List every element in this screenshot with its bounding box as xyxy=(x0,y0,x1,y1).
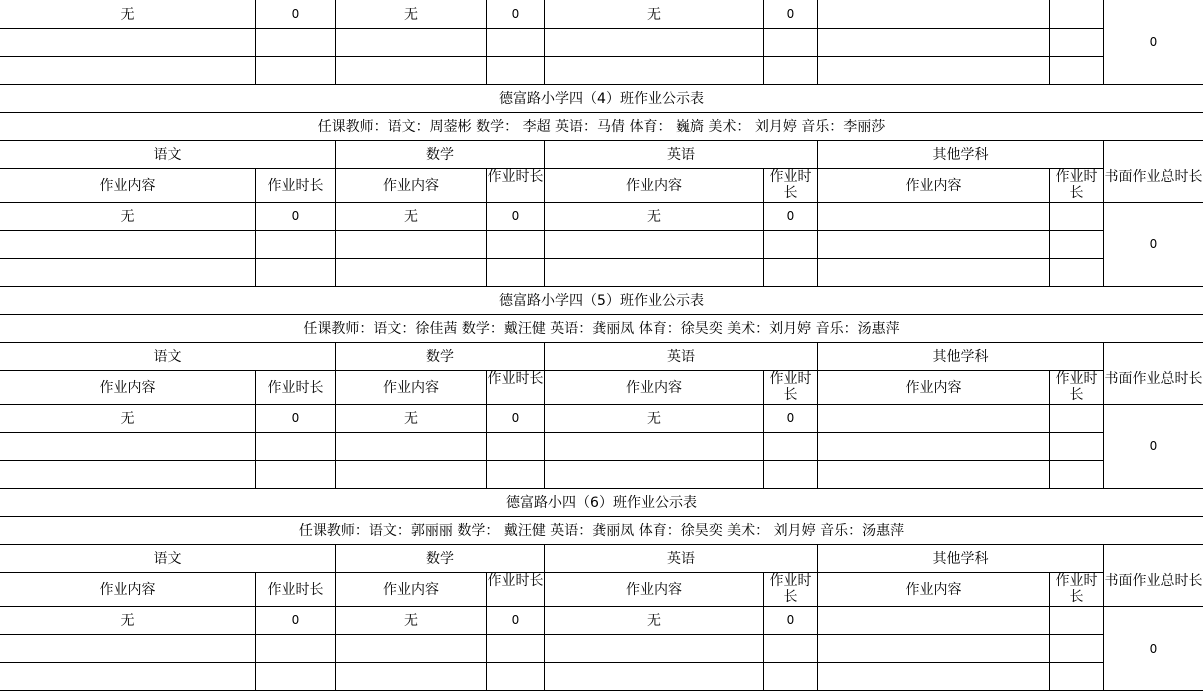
header-time: 作业时长 xyxy=(267,178,324,194)
subject-chinese: 语文 xyxy=(153,551,182,567)
chinese-homework-cell: 无 xyxy=(120,7,135,23)
header-content: 作业内容 xyxy=(383,582,439,598)
subject-other: 其他学科 xyxy=(932,551,989,567)
chinese-homework-cell: 无 xyxy=(120,613,135,629)
header-time: 作业时长 xyxy=(769,371,812,403)
class-block-6 xyxy=(0,488,1203,691)
total-time-cell: 0 xyxy=(1149,237,1158,251)
header-content: 作业内容 xyxy=(905,582,962,598)
english-homework-cell: 无 xyxy=(647,613,661,629)
header-time: 作业时长 xyxy=(267,380,324,396)
math-homework-cell: 无 xyxy=(404,613,418,629)
header-content: 作业内容 xyxy=(383,178,439,194)
chinese-homework-cell: 无 xyxy=(120,411,135,427)
subject-math: 数学 xyxy=(426,551,454,567)
header-time: 作业时长 xyxy=(769,573,812,605)
total-time-cell: 0 xyxy=(1149,35,1158,49)
subject-chinese: 语文 xyxy=(153,349,182,365)
header-content: 作业内容 xyxy=(626,582,682,598)
header-content: 作业内容 xyxy=(99,582,156,598)
english-time-cell: 0 xyxy=(786,613,795,627)
total-time-cell: 0 xyxy=(1149,641,1158,656)
english-time-cell: 0 xyxy=(786,411,795,425)
header-content: 作业内容 xyxy=(626,178,682,194)
table-title: 德富路小学四（4）班作业公示表 xyxy=(499,91,704,107)
math-time-cell: 0 xyxy=(511,613,520,627)
chinese-time-cell: 0 xyxy=(291,209,300,223)
header-total-time: 书面作业总时长 xyxy=(1104,371,1203,387)
math-homework-cell: 无 xyxy=(404,411,418,427)
header-time: 作业时长 xyxy=(487,169,544,185)
header-time: 作业时长 xyxy=(487,573,544,589)
class-block-4 xyxy=(0,84,1203,286)
chinese-homework-cell: 无 xyxy=(120,209,135,225)
header-content: 作业内容 xyxy=(905,178,962,194)
class-block-5 xyxy=(0,286,1203,488)
header-time: 作业时长 xyxy=(267,582,324,598)
chinese-time-cell: 0 xyxy=(291,411,300,425)
header-content: 作业内容 xyxy=(905,380,962,396)
chinese-time-cell: 0 xyxy=(291,613,300,627)
header-content: 作业内容 xyxy=(383,380,439,396)
header-time: 作业时长 xyxy=(1055,573,1098,605)
total-time-cell: 0 xyxy=(1149,439,1158,453)
header-total-time: 书面作业总时长 xyxy=(1104,573,1203,589)
header-time: 作业时长 xyxy=(1055,371,1098,403)
english-homework-cell: 无 xyxy=(647,411,661,427)
math-time-cell: 0 xyxy=(511,209,520,223)
english-time-cell: 0 xyxy=(786,209,795,223)
header-content: 作业内容 xyxy=(99,178,156,194)
math-homework-cell: 无 xyxy=(404,7,418,23)
header-total-time: 书面作业总时长 xyxy=(1104,169,1203,185)
subject-chinese: 语文 xyxy=(153,147,182,163)
header-time: 作业时长 xyxy=(487,371,544,387)
math-time-cell: 0 xyxy=(511,411,520,425)
table-title: 德富路小四（6）班作业公示表 xyxy=(506,495,697,511)
header-time: 作业时长 xyxy=(769,169,812,201)
subject-english: 英语 xyxy=(667,349,695,365)
teachers-line: 任课教师：语文：周蓥彬 数学： 李超 英语：马倩 体育： 巍旖 美术： 刘月婷 音乐：李丽莎 xyxy=(317,119,886,135)
subject-math: 数学 xyxy=(426,349,454,365)
math-time-cell: 0 xyxy=(511,7,520,21)
table-title: 德富路小学四（5）班作业公示表 xyxy=(499,293,704,309)
header-time: 作业时长 xyxy=(1055,169,1098,201)
header-content: 作业内容 xyxy=(626,380,682,396)
teachers-line: 任课教师：语文：徐佳茜 数学：戴汪健 英语：龚丽凤 体育：徐昊奕 美术：刘月婷 音乐：汤惠萍 xyxy=(303,321,900,337)
english-time-cell: 0 xyxy=(786,7,795,21)
header-content: 作业内容 xyxy=(99,380,156,396)
math-homework-cell: 无 xyxy=(404,209,418,225)
teachers-line: 任课教师：语文：郭丽丽 数学： 戴汪健 英语：龚丽凤 体育：徐昊奕 美术： 刘月婷 音乐：汤惠萍 xyxy=(298,523,905,539)
english-homework-cell: 无 xyxy=(647,7,661,23)
english-homework-cell: 无 xyxy=(647,209,661,225)
subject-english: 英语 xyxy=(667,551,695,567)
chinese-time-cell: 0 xyxy=(291,7,300,21)
subject-english: 英语 xyxy=(667,147,695,163)
subject-math: 数学 xyxy=(426,147,454,163)
subject-other: 其他学科 xyxy=(932,349,989,365)
subject-other: 其他学科 xyxy=(932,147,989,163)
